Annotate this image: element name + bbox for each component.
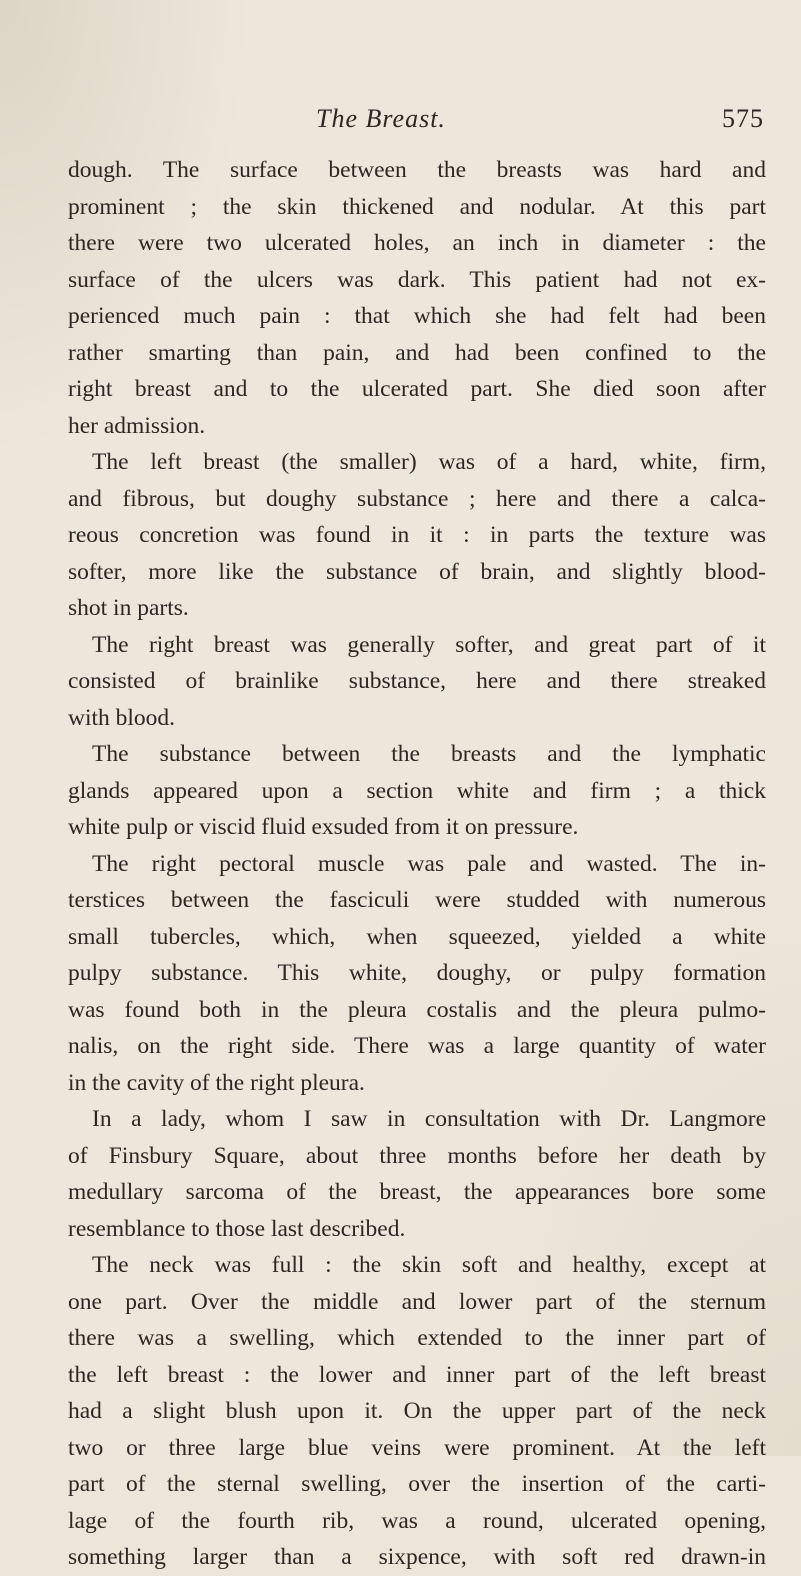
text-line: the left breast : the lower and inner part of the left breast — [68, 1361, 766, 1388]
text-line: part of the sternal swelling, over the insertion of the carti- — [68, 1471, 766, 1497]
paragraph — [68, 1101, 766, 1247]
text-line: The right breast was generally softer, and great part of it — [92, 631, 766, 658]
page-number: 575 — [722, 104, 764, 133]
text-line: was found both in the pleura costalis and the pleura pulmo- — [68, 996, 766, 1023]
text-line: reous concretion was found in it : in parts the texture was — [68, 522, 766, 548]
paragraph — [68, 1247, 766, 1576]
text-line: prominent ; the skin thickened and nodular. At this part — [68, 193, 766, 220]
paragraph — [68, 627, 766, 737]
text-line: two or three large blue veins were prominent. At the left — [68, 1434, 766, 1461]
text-line: medullary sarcoma of the breast, the appearances bore some — [68, 1179, 766, 1205]
text-line: in the cavity of the right pleura. — [68, 1069, 365, 1096]
text-line: The right pectoral muscle was pale and wasted. The in- — [92, 850, 766, 877]
paragraph — [68, 846, 766, 1102]
text-line: terstices between the fasciculi were studded with numerous — [68, 887, 766, 913]
running-title: The Breast. — [316, 104, 446, 133]
text-line: right breast and to the ulcerated part. She died soon after — [68, 376, 766, 402]
text-line: perienced much pain : that which she had felt had been — [68, 303, 766, 329]
text-line: The neck was full : the skin soft and healthy, except at — [92, 1252, 766, 1278]
text-line: something larger than a sixpence, with soft red drawn-in — [68, 1544, 766, 1570]
text-line: dough. The surface between the breasts was hard and — [68, 157, 766, 183]
text-line: one part. Over the middle and lower part of the sternum — [68, 1288, 766, 1315]
text-line: consisted of brainlike substance, here and there streaked — [68, 668, 766, 694]
text-line: rather smarting than pain, and had been confined to the — [68, 339, 766, 366]
text-line: glands appeared upon a section white and firm ; a thick — [68, 777, 766, 804]
paragraph — [68, 444, 766, 627]
body-text — [68, 152, 766, 1576]
text-line: lage of the fourth rib, was a round, ulcerated opening, — [68, 1507, 766, 1534]
text-line: her admission. — [68, 412, 206, 439]
text-line: surface of the ulcers was dark. This patient had not ex- — [68, 266, 766, 293]
running-head — [0, 104, 801, 144]
text-line: nalis, on the right side. There was a large quantity of water — [68, 1033, 766, 1059]
text-line: shot in parts. — [68, 595, 189, 621]
text-line: The left breast (the smaller) was of a hard, white, firm, — [92, 449, 766, 475]
text-line: small tubercles, which, when squeezed, yielded a white — [68, 923, 766, 950]
text-line: resemblance to those last described. — [68, 1215, 406, 1242]
text-line: The substance between the breasts and the lymphatic — [92, 741, 766, 767]
paragraph — [68, 736, 766, 846]
text-line: there was a swelling, which extended to the inner part of — [68, 1325, 766, 1351]
text-line: and fibrous, but doughy substance ; here and there a calca- — [68, 485, 766, 512]
text-line: there were two ulcerated holes, an inch in diameter : the — [68, 230, 766, 256]
text-line: with blood. — [68, 704, 176, 731]
text-line: pulpy substance. This white, doughy, or pulpy formation — [68, 960, 766, 986]
text-line: In a lady, whom I saw in consultation with Dr. Langmore — [92, 1106, 766, 1132]
paragraph — [68, 152, 766, 444]
text-line: white pulp or viscid fluid exsuded from it on pressure. — [68, 814, 579, 840]
text-line: of Finsbury Square, about three months before her death by — [68, 1142, 766, 1169]
text-line: softer, more like the substance of brain, and slightly blood- — [68, 558, 766, 585]
text-line: had a slight blush upon it. On the upper part of the neck — [68, 1398, 766, 1424]
